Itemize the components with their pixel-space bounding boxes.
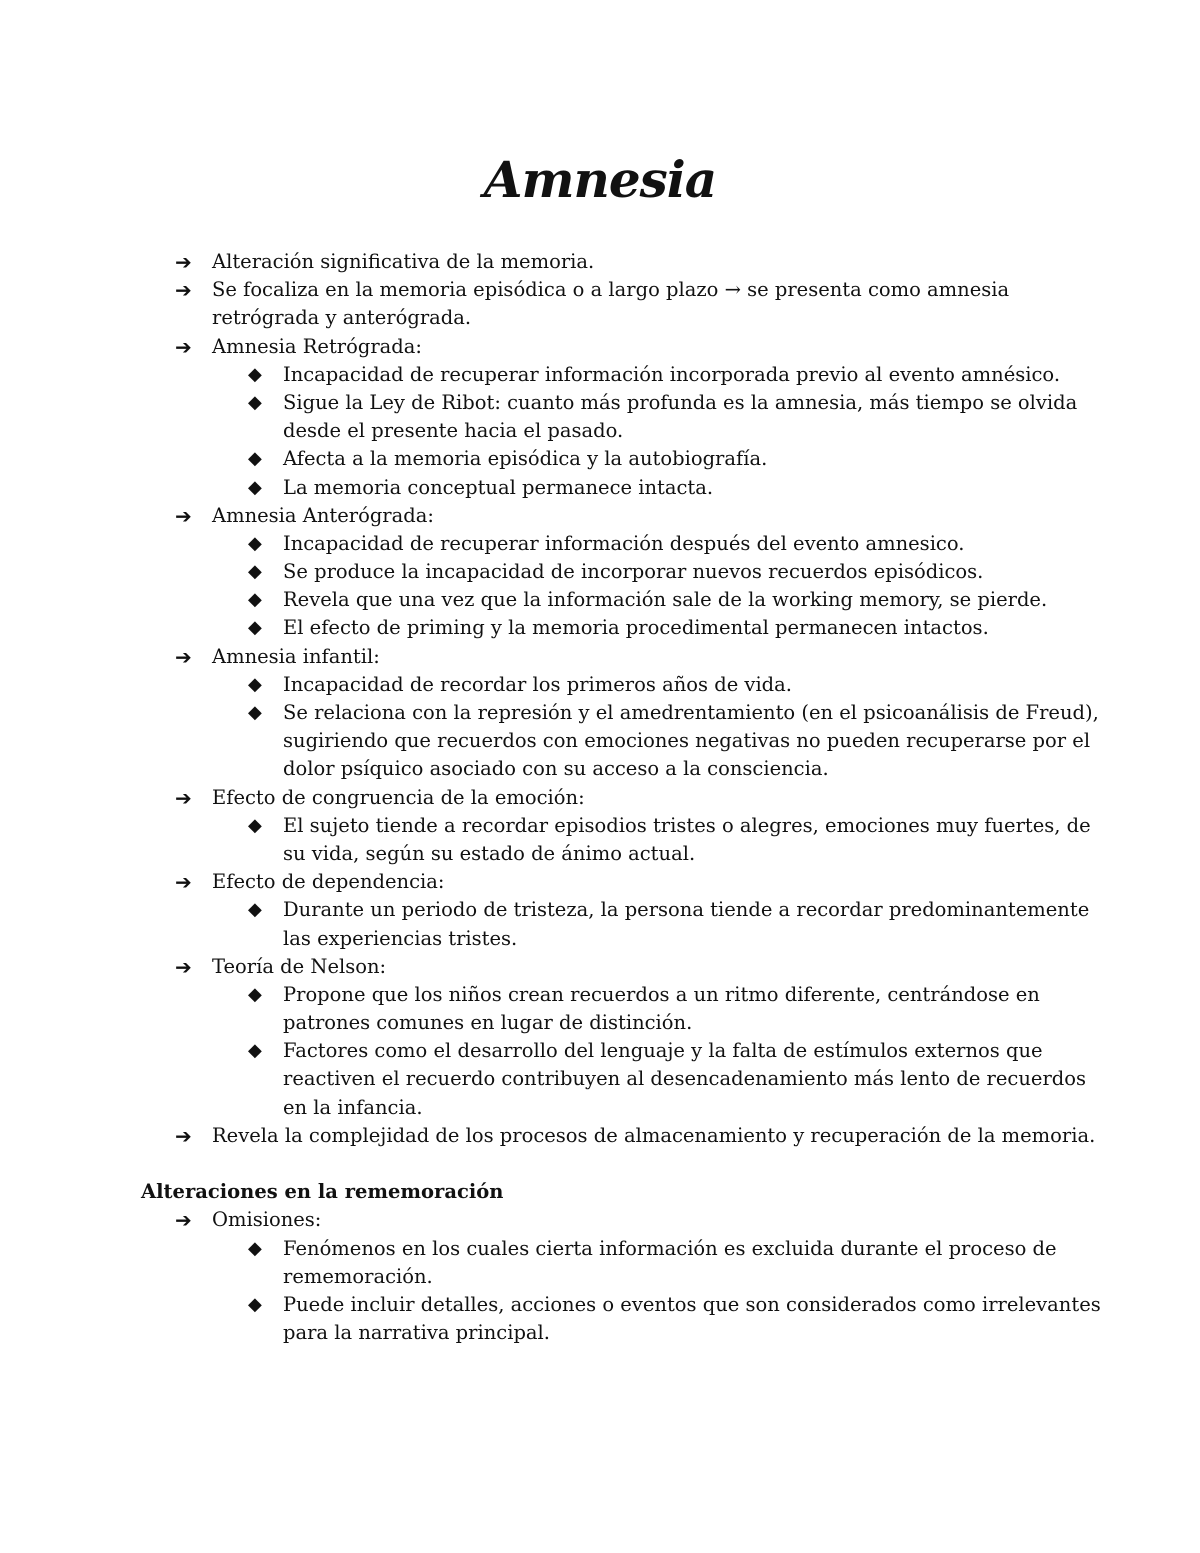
section-heading-text: Alteraciones en la rememoración — [141, 1180, 504, 1204]
list-item — [0, 953, 1200, 981]
list-item-text: Amnesia infantil: — [212, 644, 380, 668]
arrow-bullet-icon: ➔ — [175, 278, 192, 303]
sub-list-item — [0, 1009, 1200, 1037]
list-item-text: La memoria conceptual permanece intacta. — [283, 475, 714, 499]
section-heading — [0, 1178, 1200, 1206]
list-item — [0, 1206, 1200, 1234]
page-title: Amnesia — [483, 150, 717, 209]
list-item — [0, 643, 1200, 671]
list-item-text: Sigue la Ley de Ribot: cuanto más profunda es la amnesia, más tiempo se olvida — [283, 390, 1078, 414]
sub-list-item — [0, 1094, 1200, 1122]
sub-list-item — [0, 812, 1200, 840]
list-item-text: para la narrativa principal. — [283, 1321, 550, 1345]
list-item-text: Alteración significativa de la memoria. — [212, 250, 595, 273]
sub-list-item — [0, 1235, 1200, 1263]
sub-list-item — [0, 614, 1200, 642]
list-item-text: Propone que los niños crean recuerdos a un ritmo diferente, centrándose en — [283, 982, 1040, 1006]
arrow-bullet-icon: ➔ — [175, 870, 192, 895]
arrow-bullet-icon: ➔ — [175, 1208, 192, 1233]
diamond-bullet-icon: ◆ — [248, 476, 262, 498]
arrow-bullet-icon: ➔ — [175, 250, 192, 274]
list-item-text: Fenómenos en los cuales cierta información es excluida durante el proceso de — [283, 1236, 1057, 1260]
list-item-text: Revela que una vez que la información sale de la working memory, se pierde. — [283, 588, 1048, 612]
arrow-bullet-icon: ➔ — [175, 334, 192, 359]
list-item-text: Incapacidad de recuperar información incorporada previo al evento amnésico. — [283, 362, 1061, 386]
sub-list-item — [0, 755, 1200, 783]
list-item-text: Teoría de Nelson: — [212, 954, 387, 978]
list-item-text: en la infancia. — [283, 1095, 423, 1119]
list-item-text: Efecto de congruencia de la emoción: — [212, 785, 585, 809]
list-item-text: Amnesia Retrógrada: — [212, 334, 422, 358]
list-item-text: las experiencias tristes. — [283, 926, 518, 950]
sub-list-item — [0, 1065, 1200, 1093]
list-item — [0, 276, 1200, 304]
sub-list-item — [0, 1291, 1200, 1319]
list-item — [0, 304, 1200, 332]
list-item-text: Incapacidad de recordar los primeros años de vida. — [283, 672, 792, 696]
sub-list-item — [0, 699, 1200, 727]
list-item — [0, 784, 1200, 812]
list-item-text: Durante un periodo de tristeza, la persona tiende a recordar predominantemente — [283, 898, 1090, 922]
sub-list-item — [0, 840, 1200, 868]
sub-list-item — [0, 417, 1200, 445]
diamond-bullet-icon: ◆ — [248, 1040, 262, 1062]
list-item-text: rememoración. — [283, 1264, 433, 1288]
diamond-bullet-icon: ◆ — [248, 363, 262, 385]
list-item — [0, 868, 1200, 896]
diamond-bullet-icon: ◆ — [248, 983, 262, 1005]
list-item-text: Factores como el desarrollo del lenguaje y la falta de estímulos externos que — [283, 1039, 1043, 1063]
sub-list-item — [0, 445, 1200, 473]
list-item-text: Se relaciona con la represión y el amedrentamiento (en el psicoanálisis de Freud), — [283, 701, 1099, 724]
diamond-bullet-icon: ◆ — [248, 814, 262, 836]
diamond-bullet-icon: ◆ — [248, 899, 262, 921]
list-item — [0, 333, 1200, 361]
diamond-bullet-icon: ◆ — [248, 532, 262, 554]
arrow-bullet-icon: ➔ — [175, 644, 192, 669]
list-item-text: Incapacidad de recuperar información después del evento amnesico. — [283, 531, 965, 555]
sub-list-item — [0, 1037, 1200, 1065]
list-item-text: Amnesia Anterógrada: — [212, 503, 434, 527]
list-item-text: Omisiones: — [212, 1208, 322, 1232]
arrow-bullet-icon: ➔ — [175, 954, 192, 979]
list-item-text: su vida, según su estado de ánimo actual. — [283, 841, 696, 865]
list-item — [0, 1122, 1200, 1150]
sub-list-item — [0, 389, 1200, 417]
sub-list-item — [0, 727, 1200, 755]
list-item-text: patrones comunes en lugar de distinción. — [283, 1011, 693, 1035]
list-item-text: retrógrada y anterógrada. — [212, 306, 472, 330]
list-item-text: Afecta a la memoria episódica y la autobiografía. — [283, 447, 768, 471]
list-item-text: Revela la complejidad de los procesos de almacenamiento y recuperación de la memoria. — [212, 1123, 1096, 1147]
list-item — [0, 248, 1200, 276]
list-item-text: El efecto de priming y la memoria procedimental permanecen intactos. — [283, 616, 989, 640]
sub-list-item — [0, 896, 1200, 924]
sub-list-item — [0, 474, 1200, 502]
list-item-text: Se produce la incapacidad de incorporar nuevos recuerdos episódicos. — [283, 560, 984, 584]
list-item-text: Se focaliza en la memoria episódica o a largo plazo → se presenta como amnesia — [212, 278, 1010, 302]
diamond-bullet-icon: ◆ — [248, 702, 262, 723]
section-gap — [0, 1150, 1200, 1178]
arrow-bullet-icon: ➔ — [175, 785, 192, 810]
diamond-bullet-icon: ◆ — [248, 673, 262, 695]
sub-list-item — [0, 981, 1200, 1009]
list-item-text: El sujeto tiende a recordar episodios tristes o alegres, emociones muy fuertes, de — [283, 813, 1091, 837]
list-item-text: Puede incluir detalles, acciones o eventos que son considerados como irrelevantes — [283, 1292, 1101, 1316]
diamond-bullet-icon: ◆ — [248, 448, 262, 470]
diamond-bullet-icon: ◆ — [248, 1237, 262, 1259]
diamond-bullet-icon: ◆ — [248, 617, 262, 639]
list-item — [0, 502, 1200, 530]
sub-list-item — [0, 1319, 1200, 1347]
arrow-bullet-icon: ➔ — [175, 1123, 192, 1148]
list-item-text: reactiven el recuerdo contribuyen al desencadenamiento más lento de recuerdos — [283, 1067, 1086, 1091]
diamond-bullet-icon: ◆ — [248, 561, 262, 583]
list-item-text: Efecto de dependencia: — [212, 870, 445, 894]
sub-list-item — [0, 1263, 1200, 1291]
sub-list-item — [0, 361, 1200, 389]
sub-list-item — [0, 530, 1200, 558]
sub-list-item — [0, 586, 1200, 614]
arrow-bullet-icon: ➔ — [175, 503, 192, 528]
diamond-bullet-icon: ◆ — [248, 589, 262, 611]
list-item-text: desde el presente hacia el pasado. — [283, 419, 624, 443]
diamond-bullet-icon: ◆ — [248, 391, 262, 413]
sub-list-item — [0, 671, 1200, 699]
sub-list-item — [0, 925, 1200, 953]
diamond-bullet-icon: ◆ — [248, 1293, 262, 1315]
list-item-text: sugiriendo que recuerdos con emociones negativas no pueden recuperarse por el — [283, 729, 1091, 753]
list-item-text: dolor psíquico asociado con su acceso a la consciencia. — [283, 757, 829, 781]
sub-list-item — [0, 558, 1200, 586]
bullet-list — [0, 248, 1200, 1347]
